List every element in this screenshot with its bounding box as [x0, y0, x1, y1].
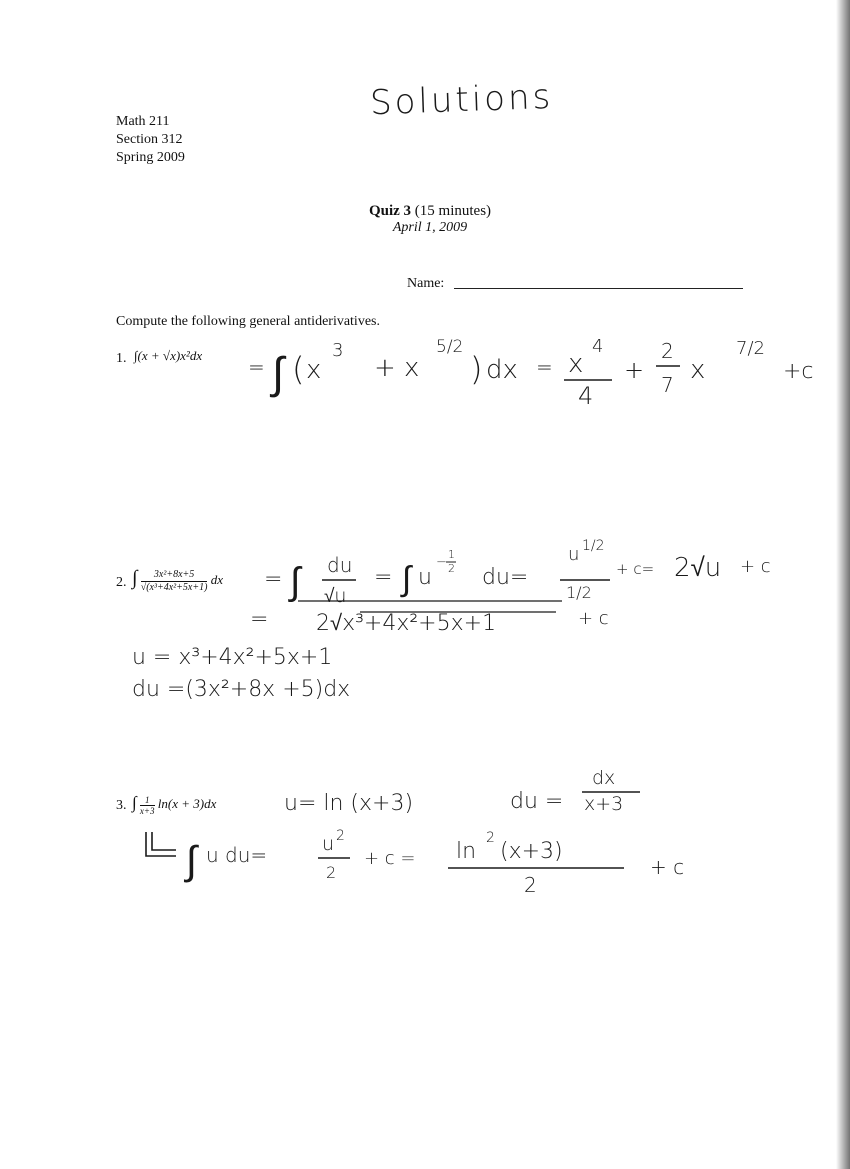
- svg-text:du =(3x²+8x +5)dx: du =(3x²+8x +5)dx: [132, 677, 351, 702]
- course-section: Section 312: [116, 132, 183, 147]
- course-header: [116, 113, 185, 167]
- svg-text:+ c: + c: [650, 855, 685, 879]
- quiz-duration: (15 minutes): [414, 203, 492, 219]
- svg-text:4: 4: [578, 382, 594, 410]
- svg-text:+: +: [624, 356, 645, 384]
- svg-text:ln: ln: [456, 839, 477, 864]
- svg-text:2: 2: [326, 863, 337, 882]
- svg-text:dx: dx: [592, 767, 616, 789]
- svg-text:∫: ∫: [186, 838, 197, 884]
- svg-text:=: =: [250, 607, 269, 632]
- handwritten-title: Solutions: [369, 76, 554, 124]
- svg-text:+c: +c: [783, 359, 814, 384]
- svg-text:√u: √u: [324, 585, 347, 607]
- svg-text:=: =: [374, 565, 393, 590]
- svg-text:+ c: + c: [740, 556, 771, 577]
- svg-text:2: 2: [448, 562, 455, 575]
- integral-sign-icon: ∫: [272, 348, 285, 399]
- svg-text:1/2: 1/2: [566, 583, 592, 602]
- svg-text:u: u: [418, 565, 432, 590]
- name-label: Name:: [407, 276, 445, 291]
- problem-2-answer: [132, 538, 771, 702]
- svg-text:u du=: u du=: [206, 843, 268, 867]
- svg-text:(x+3): (x+3): [500, 839, 563, 864]
- problem-1-answer: [248, 336, 814, 410]
- svg-text:x: x: [568, 349, 584, 379]
- svg-text:): ): [470, 350, 483, 388]
- problem-2-integrand: ∫ $\frac{\text{3x²+8x+5}}{\text{√(x³+4x²+5x+1)}}$ dx: [132, 567, 223, 593]
- svg-text:x+3: x+3: [584, 793, 624, 815]
- svg-text:4: 4: [592, 336, 604, 357]
- svg-text:∫: ∫: [290, 559, 301, 603]
- svg-text:=: =: [264, 567, 283, 592]
- svg-text:u: u: [568, 544, 580, 565]
- svg-text:+ c: + c: [578, 608, 609, 629]
- svg-text:u = x³+4x²+5x+1: u = x³+4x²+5x+1: [132, 645, 333, 670]
- problem-1-integrand: ∫(x + √x)x²dx: [134, 348, 203, 363]
- svg-text:2√u: 2√u: [674, 553, 722, 583]
- svg-text:=: =: [536, 355, 553, 379]
- scan-page-edge-shadow: [836, 0, 850, 1169]
- svg-text:du=: du=: [482, 565, 529, 590]
- svg-text:2√x³+4x²+5x+1: 2√x³+4x²+5x+1: [316, 611, 497, 636]
- svg-text:=: =: [248, 355, 265, 379]
- svg-text:2: 2: [661, 339, 674, 363]
- instructions: Compute the following general antiderivatives.: [116, 314, 380, 329]
- svg-text:+ x: + x: [374, 353, 420, 383]
- svg-text:1: 1: [448, 548, 455, 561]
- quiz-title: Quiz 3: [368, 203, 412, 219]
- svg-text:−: −: [436, 555, 447, 570]
- course-name: Math 211: [116, 114, 170, 129]
- svg-text:du =: du =: [510, 789, 564, 814]
- quiz-date: April 1, 2009: [392, 220, 468, 235]
- problem-3-number: 3.: [116, 798, 127, 813]
- svg-text:x: x: [690, 355, 706, 385]
- problem-2-number: 2.: [116, 575, 127, 590]
- problem-3-answer: [146, 767, 684, 897]
- svg-text:dx: dx: [486, 355, 518, 385]
- svg-text:7/2: 7/2: [736, 338, 765, 359]
- svg-text:∫: ∫: [402, 559, 412, 599]
- svg-text:3: 3: [332, 340, 344, 361]
- svg-text:2: 2: [336, 828, 345, 844]
- svg-text:u= ln (x+3): u= ln (x+3): [284, 791, 414, 816]
- quiz-heading: [300, 203, 560, 220]
- svg-text:+ c=: + c=: [616, 560, 655, 578]
- svg-text:2: 2: [524, 873, 537, 897]
- quiz-title-block: [300, 203, 560, 236]
- svg-text:u: u: [322, 833, 335, 855]
- problem-1-number: 1.: [116, 351, 127, 366]
- svg-text:7: 7: [661, 373, 674, 397]
- svg-text:5/2: 5/2: [436, 337, 464, 357]
- course-term: Spring 2009: [116, 150, 185, 165]
- svg-text:(: (: [292, 350, 305, 388]
- svg-text:1/2: 1/2: [582, 538, 605, 554]
- name-field-line[interactable]: [454, 288, 743, 289]
- svg-text:x: x: [306, 355, 322, 385]
- svg-text:2: 2: [486, 830, 495, 846]
- svg-text:du: du: [327, 553, 353, 577]
- problem-3-integrand: ∫ $\frac{1}{x+3}$ ln(x + 3)dx: [132, 793, 217, 816]
- svg-text:+ c =: + c =: [364, 848, 416, 869]
